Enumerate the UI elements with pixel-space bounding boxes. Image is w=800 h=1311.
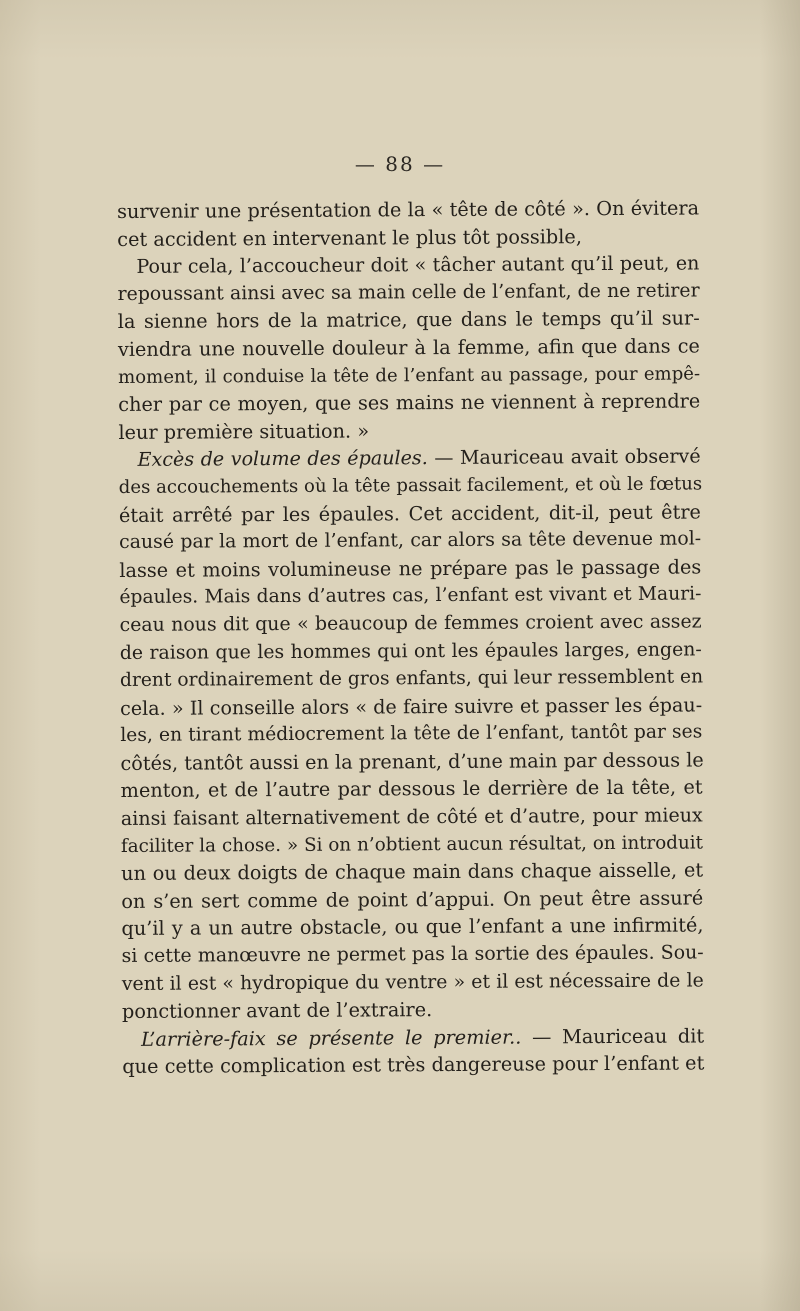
line-text: viendra une nouvelle douleur à la femme, afin que dans ce: [117, 334, 700, 361]
line-text: drent ordinairement de gros enfants, qui leur ressemblent en: [119, 666, 704, 692]
text-line: [120, 691, 702, 722]
text-line: [119, 470, 701, 501]
line-text: — Mauriceau avait observé: [427, 444, 701, 470]
text-line: [118, 277, 700, 308]
text-line: [122, 967, 704, 998]
text-line: [121, 884, 703, 915]
line-text: cela. » Il conseille alors « de faire suivre et passer les épau-: [120, 693, 703, 720]
line-text: ponctionner avant de l’extraire.: [121, 998, 433, 1024]
page-number: — 88 —: [354, 152, 446, 176]
line-text: la sienne hors de la matrice, que dans le temps qu’il sur-: [117, 306, 700, 334]
text-line: [119, 526, 701, 557]
line-text: Pour cela, l’accoucheur doit « tâcher autant qu’il peut, en: [136, 251, 700, 279]
text-line: [119, 443, 701, 474]
line-text: cher par ce moyen, que ses mains ne viennent à reprendre: [118, 389, 701, 417]
line-text: ainsi faisant alternativement de côté et d’autre, pour mieux: [120, 803, 703, 831]
line-text: moment, il conduise la tête de l’enfant au passage, pour empê-: [118, 363, 701, 388]
text-line: [119, 553, 701, 584]
text-line: [117, 222, 699, 253]
text-line: [117, 250, 699, 281]
text-line: [118, 388, 700, 419]
text-line: [118, 360, 700, 391]
line-text: survenir une présentation de la « tête de côté ». On évitera: [117, 196, 700, 223]
text-line: [121, 829, 703, 860]
line-text: ceau nous dit que « beaucoup de femmes croient avec assez: [119, 610, 702, 636]
line-text: leur première situation. »: [118, 419, 370, 444]
text-line: [121, 774, 703, 805]
line-text: côtés, tantôt aussi en la prenant, d’une main par dessous le: [120, 748, 704, 775]
text-line: [119, 581, 701, 612]
line-text: un ou deux doigts de chaque main dans chaque aisselle, et: [121, 858, 704, 886]
line-text: était arrêté par les épaules. Cet accident, dit-il, peut être: [118, 499, 701, 527]
line-text: si cette manœuvre ne permet pas la sortie des épaules. Sou-: [121, 941, 704, 968]
text-line: [121, 857, 703, 888]
text-line: [121, 801, 703, 832]
line-text: des accouchements où la tête passait facilement, et où le fœtus: [118, 473, 703, 498]
line-text: qu’il y a un autre obstacle, ou que l’enfant a une infirmité,: [121, 913, 704, 941]
line-text: que cette complication est très dangereuse pour l’enfant et: [122, 1051, 705, 1079]
line-text: de raison que les hommes qui ont les épaules larges, engen-: [119, 637, 702, 664]
text-line: [119, 498, 701, 529]
line-text: repoussant ainsi avec sa main celle de l’enfant, de ne retirer: [117, 279, 700, 305]
line-text: épaules. Mais dans d’autres cas, l’enfant est vivant et Mauri-: [119, 583, 702, 609]
section-heading: L’arrière-faix se présente le premier..: [141, 1025, 522, 1051]
text-line: [122, 995, 704, 1026]
line-text: causé par la mort de l’enfant, car alors sa tête devenue mol-: [119, 527, 702, 554]
line-text: vent il est « hydropique du ventre » et il est nécessaire de le: [121, 969, 704, 995]
line-text: faciliter la chose. » Si on n’obtient aucun résultat, on introduit: [120, 832, 704, 857]
text-line: [118, 305, 700, 336]
section-heading: Excès de volume des épaules.: [137, 446, 428, 472]
line-text: les, en tirant médiocrement la tête de l’enfant, tantôt par ses: [120, 721, 703, 747]
text-line: [122, 939, 704, 970]
text-line: [122, 1022, 704, 1053]
line-text: menton, et de l’autre par dessous le derrière de la tête, et: [120, 775, 703, 803]
line-text: cet accident en intervenant le plus tôt possible,: [117, 224, 582, 251]
text-line: [118, 415, 700, 446]
text-line: [120, 636, 702, 667]
line-text: on s’en sert comme de point d’appui. On peut être assuré: [121, 886, 704, 913]
text-line: [120, 746, 702, 777]
line-text: — Mauriceau dit: [521, 1024, 705, 1049]
text-line: [122, 1050, 704, 1081]
text-line: [118, 332, 700, 363]
line-text: lasse et moins volumineuse ne prépare pas le passage des: [119, 555, 702, 582]
text-line: [120, 664, 702, 695]
text-line: [120, 719, 702, 750]
text-line: [121, 912, 703, 943]
body-text: [117, 194, 704, 1081]
text-line: [120, 608, 702, 639]
text-line: [117, 194, 699, 225]
